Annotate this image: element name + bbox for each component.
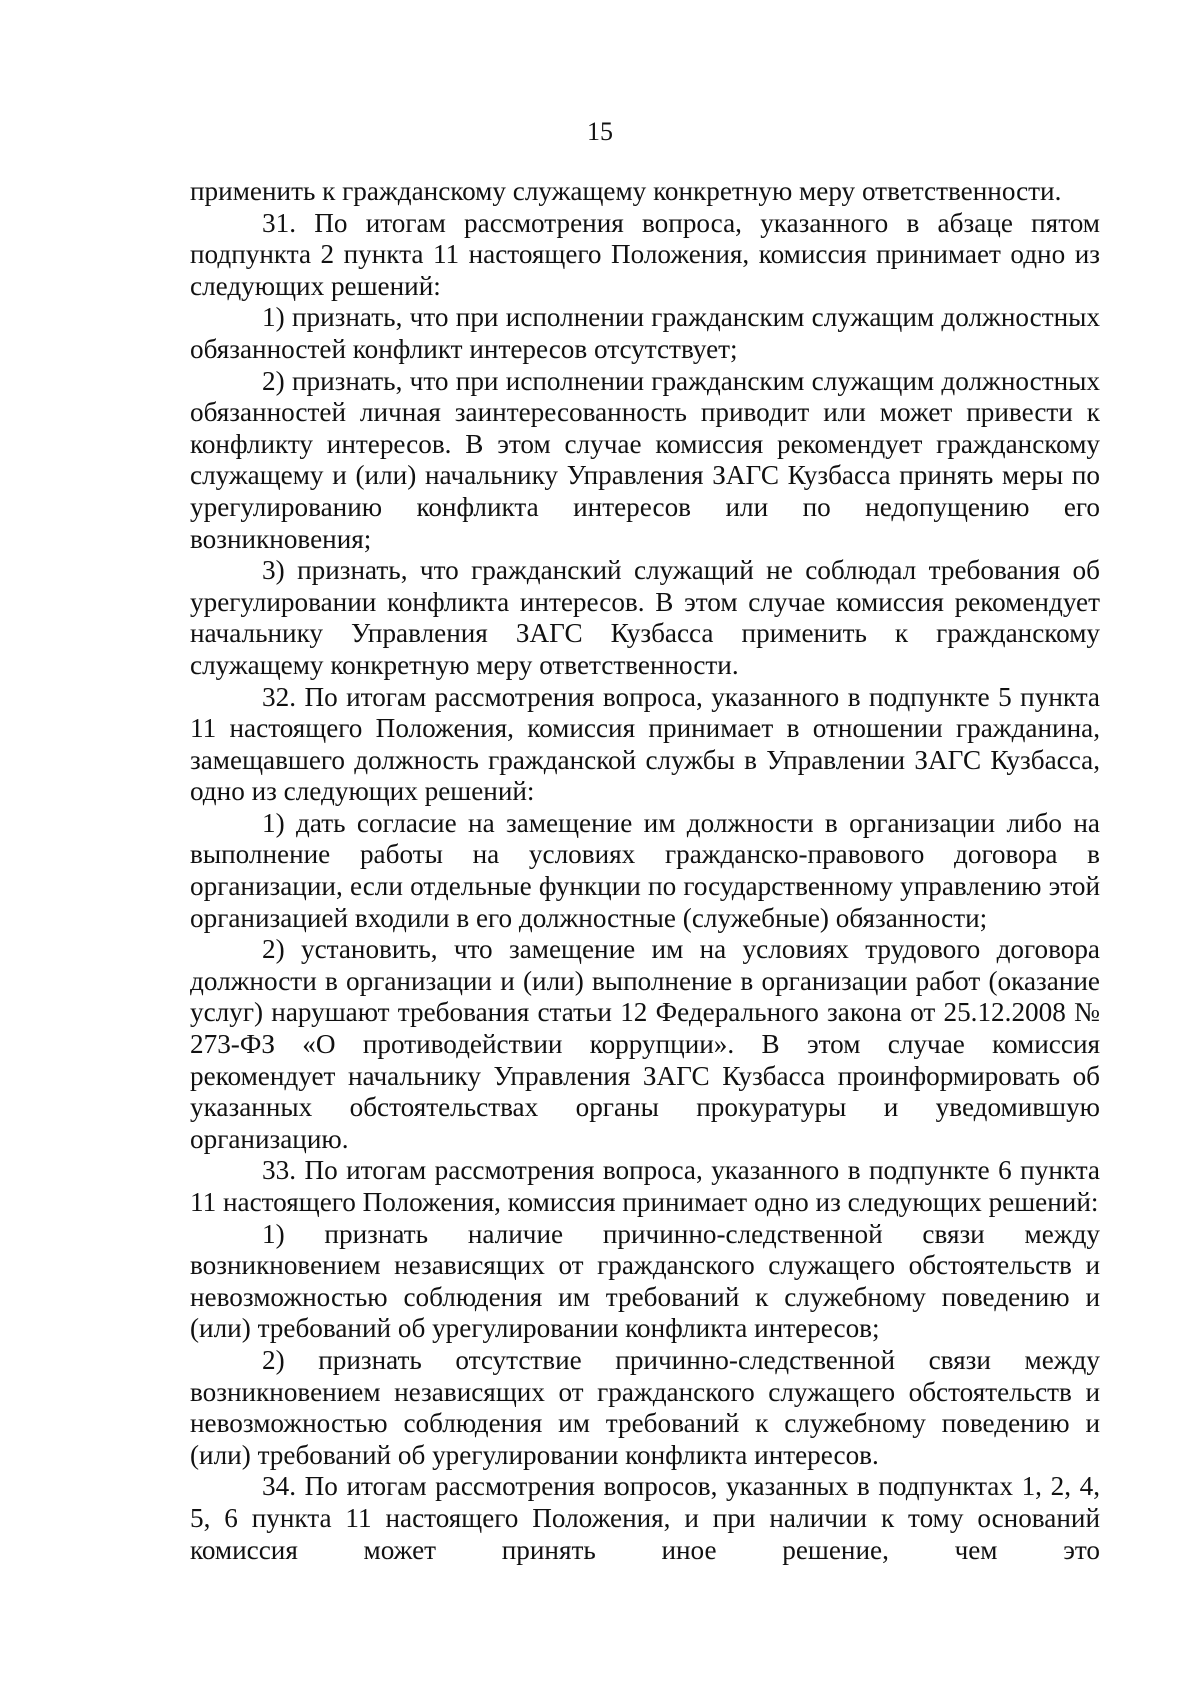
paragraph-34: 34. По итогам рассмотрения вопросов, указанных в подпунктах 1, 2, 4, 5, 6 пункта 11 настоящего Положения, и при наличии к тому оснований комиссия может принять иное решение, чем это <box>190 1471 1100 1565</box>
paragraph-32: 32. По итогам рассмотрения вопроса, указанного в подпункте 5 пункта 11 настоящего Положения, комиссия принимает в отношении гражданина, замещавшего должность гражданской службы в Управлении ЗАГС Кузбасса, одно из следующих решений: <box>190 681 1100 807</box>
paragraph-31: 31. По итогам рассмотрения вопроса, указанного в абзаце пятом подпункта 2 пункта 11 настоящего Положения, комиссия принимает одно из следующих решений: <box>190 207 1100 301</box>
paragraph-32-item-1: 1) дать согласие на замещение им должности в организации либо на выполнение работы на условиях гражданско-правового договора в организации, если отдельные функции по государственному управлению этой организацией входили в его должностные (служебные) обязанности; <box>190 807 1100 933</box>
paragraph-33-item-2: 2) признать отсутствие причинно-следственной связи между возникновением независящих от гражданского служащего обстоятельств и невозможностью соблюдения им требований к служебному поведению и (или) требований об урегулировании конфликта интересов. <box>190 1344 1100 1470</box>
page-number: 15 <box>587 117 613 146</box>
document-body <box>190 176 1100 1566</box>
paragraph-33-item-1: 1) признать наличие причинно-следственной связи между возникновением независящих от гражданского служащего обстоятельств и невозможностью соблюдения им требований к служебному поведению и (или) требований об урегулировании конфликта интересов; <box>190 1218 1100 1344</box>
paragraph-continuation: применить к гражданскому служащему конкретную меру ответственности. <box>190 176 1062 206</box>
paragraph-32-item-2: 2) установить, что замещение им на условиях трудового договора должности в организации и (или) выполнение в организации работ (оказание услуг) нарушают требования статьи 12 Федерального закона от 25.12.2008 № 273-ФЗ «О противодействии коррупции». В этом случае комиссия рекомендует начальнику Управления ЗАГС Кузбасса проинформировать об указанных обстоятельствах органы прокуратуры и уведомившую организацию. <box>190 934 1100 1154</box>
paragraph-31-item-3: 3) признать, что гражданский служащий не соблюдал требования об урегулировании конфликта интересов. В этом случае комиссия рекомендует начальнику Управления ЗАГС Кузбасса применить к гражданскому служащему конкретную меру ответственности. <box>190 555 1100 680</box>
paragraph-33: 33. По итогам рассмотрения вопроса, указанного в подпункте 6 пункта 11 настоящего Положения, комиссия принимает одно из следующих решений: <box>190 1155 1100 1217</box>
paragraph-31-item-2: 2) признать, что при исполнении гражданским служащим должностных обязанностей личная заинтересованность приводит или может привести к конфликту интересов. В этом случае комиссия рекомендует гражданскому служащему и (или) начальнику Управления ЗАГС Кузбасса принять меры по урегулированию конфликта интересов или по недопущению его возникновения; <box>190 365 1100 554</box>
paragraph-31-item-1: 1) признать, что при исполнении гражданским служащим должностных обязанностей конфликт интересов отсутствует; <box>190 302 1100 364</box>
